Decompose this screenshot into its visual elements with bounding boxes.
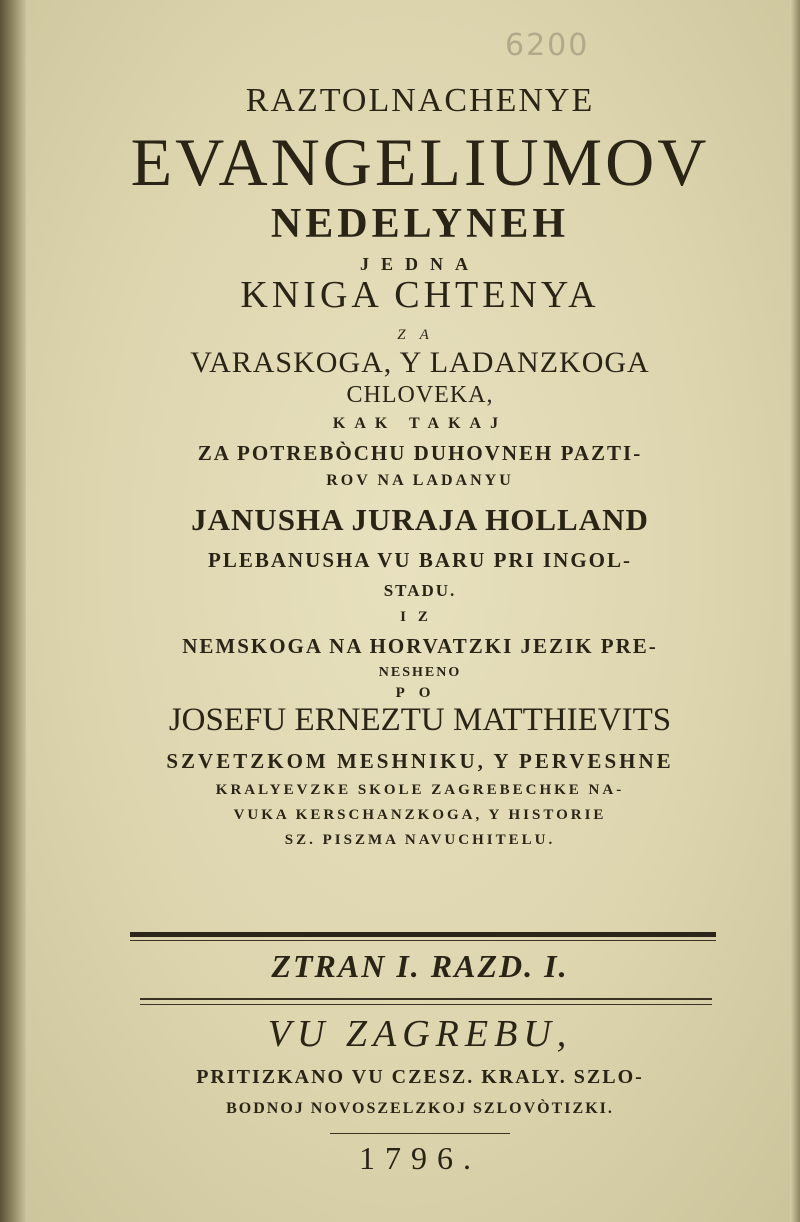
- title-line-rov-na-ladanyu: ROV NA LADANYU: [326, 472, 514, 489]
- translator-line3: VUKA KERSCHANZKOGA, Y HISTORIE: [233, 807, 607, 823]
- author-role-line2: STADU.: [383, 581, 457, 600]
- divider-rule-double-top: [140, 998, 712, 1000]
- title-line-za-potrebochu: ZA POTREBÒCHU DUHOVNEH PAZTI-: [197, 441, 643, 465]
- author-role-line1: PLEBANUSHA VU BARU PRI INGOL-: [208, 548, 632, 572]
- title-line-raztolnachenye: RAZTOLNACHENYE: [245, 82, 595, 119]
- translator-line4: SZ. PISZMA NAVUCHITELU.: [284, 832, 556, 848]
- divider-rule-thin: [130, 940, 716, 941]
- divider-rule-short: [330, 1133, 510, 1134]
- title-line-jedna: JEDNA: [359, 254, 480, 274]
- translation-iz: IZ: [400, 609, 440, 625]
- title-line-kniga-chtenya: KNIGA CHTENYA: [240, 274, 600, 316]
- translation-line2: NESHENO: [378, 665, 462, 680]
- translation-po: PO: [395, 685, 445, 701]
- page-edge: [790, 0, 800, 1222]
- book-binding: [0, 0, 26, 1222]
- title-line-evangeliumov: EVANGELIUMOV: [130, 124, 710, 200]
- divider-rule-double-bottom: [140, 1004, 712, 1005]
- volume-designation: ZTRAN I. RAZD. I.: [271, 948, 569, 984]
- imprint-printer-line2: BODNOJ NOVOSZELZKOJ SZLOVÒTIZKI.: [226, 1100, 614, 1117]
- title-line-varaskoga: VARASKOGA, Y LADANZKOGA: [190, 346, 650, 379]
- title-block: [110, 78, 730, 849]
- translator-line2: KRALYEVZKE SKOLE ZAGREBECHKE NA-: [215, 782, 625, 798]
- title-line-kak-takaj: KAK TAKAJ: [332, 415, 508, 432]
- title-line-nedelyneh: NEDELYNEH: [270, 201, 570, 247]
- title-line-za: ZA: [397, 327, 443, 343]
- title-line-chloveka: CHLOVEKA,: [346, 382, 494, 408]
- translator-line1: SZVETZKOM MESHNIKU, Y PERVESHNE: [166, 749, 674, 773]
- imprint-place: VU ZAGREBU,: [267, 1013, 573, 1055]
- handwritten-annotation: 6200: [505, 28, 590, 63]
- author-name: JANUSHA JURAJA HOLLAND: [191, 502, 649, 537]
- divider-rule-thick: [130, 932, 716, 937]
- imprint-printer-line1: PRITIZKANO VU CZESZ. KRALY. SZLO-: [196, 1066, 644, 1088]
- translation-line1: NEMSKOGA NA HORVATZKI JEZIK PRE-: [182, 634, 658, 658]
- translator-name: JOSEFU ERNEZTU MATTHIEVITS: [168, 702, 672, 738]
- imprint-year: 1796.: [359, 1140, 481, 1176]
